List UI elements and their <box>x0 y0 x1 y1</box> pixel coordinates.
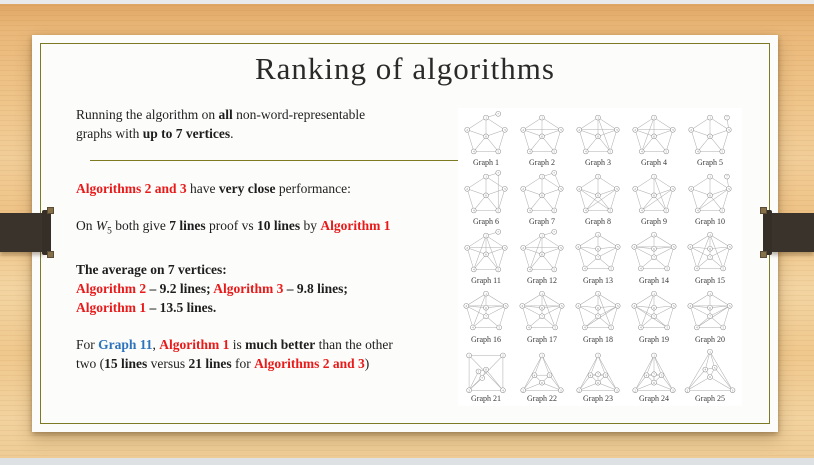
left-clip <box>0 213 44 252</box>
graph-thumbnail-21 <box>458 345 514 404</box>
svg-text:4: 4 <box>640 266 642 271</box>
svg-text:7: 7 <box>597 372 599 377</box>
svg-text:1: 1 <box>653 232 655 237</box>
svg-text:6: 6 <box>541 305 543 310</box>
graph-thumbnail-7 <box>514 168 570 227</box>
svg-text:6: 6 <box>653 380 655 385</box>
svg-text:5: 5 <box>665 149 668 154</box>
graph-thumbnail-10 <box>682 168 738 227</box>
svg-text:2: 2 <box>522 127 524 132</box>
svg-text:6: 6 <box>709 305 711 310</box>
graph-label: Graph 23 <box>583 394 613 403</box>
graph-label: Graph 13 <box>583 276 613 285</box>
svg-text:5: 5 <box>497 149 500 154</box>
left-clip-grip <box>42 210 51 255</box>
svg-text:1: 1 <box>597 174 599 179</box>
svg-text:6: 6 <box>485 193 487 198</box>
svg-text:7: 7 <box>653 372 655 377</box>
svg-text:3: 3 <box>731 388 734 393</box>
svg-text:4: 4 <box>704 367 707 372</box>
svg-text:1: 1 <box>541 353 543 358</box>
svg-text:2: 2 <box>690 186 692 191</box>
svg-text:6: 6 <box>653 134 655 139</box>
svg-text:4: 4 <box>472 149 475 154</box>
svg-text:3: 3 <box>560 388 562 393</box>
paragraph: Algorithms 2 and 3 have very close performance: <box>76 181 351 196</box>
svg-text:5: 5 <box>548 373 551 378</box>
svg-text:3: 3 <box>616 303 619 308</box>
svg-text:5: 5 <box>497 267 500 272</box>
svg-text:3: 3 <box>672 303 675 308</box>
svg-text:3: 3 <box>504 303 507 308</box>
svg-text:4: 4 <box>696 266 698 271</box>
svg-text:7: 7 <box>709 255 711 260</box>
svg-text:1: 1 <box>709 349 711 354</box>
svg-text:7: 7 <box>726 115 728 120</box>
svg-text:1: 1 <box>709 232 711 237</box>
svg-text:2: 2 <box>633 303 636 308</box>
svg-text:6: 6 <box>541 134 543 139</box>
svg-text:1: 1 <box>541 174 543 179</box>
svg-text:5: 5 <box>609 149 612 154</box>
svg-text:5: 5 <box>721 208 724 213</box>
svg-text:3: 3 <box>616 127 618 132</box>
svg-text:5: 5 <box>610 325 612 330</box>
graph-label: Graph 19 <box>639 335 669 344</box>
svg-text:3: 3 <box>468 388 470 393</box>
graph-label: Graph 6 <box>473 217 499 226</box>
svg-text:7: 7 <box>709 314 711 319</box>
top-gray-strip <box>0 0 814 4</box>
left-clip-knob-bottom <box>47 251 54 258</box>
svg-text:2: 2 <box>689 303 692 308</box>
svg-text:5: 5 <box>554 325 556 330</box>
svg-text:1: 1 <box>485 115 487 120</box>
svg-text:3: 3 <box>560 186 562 191</box>
svg-text:6: 6 <box>597 134 599 139</box>
svg-text:3: 3 <box>504 186 506 191</box>
svg-text:1: 1 <box>709 115 711 120</box>
graph-label: Graph 12 <box>527 276 557 285</box>
svg-text:3: 3 <box>616 388 618 393</box>
svg-text:5: 5 <box>553 149 556 154</box>
graph-label: Graph 24 <box>639 394 669 403</box>
svg-text:2: 2 <box>634 388 636 393</box>
graph-label: Graph 8 <box>585 217 611 226</box>
svg-text:1: 1 <box>485 291 487 296</box>
svg-text:6: 6 <box>485 134 487 139</box>
right-clip-grip <box>763 210 772 255</box>
graph-thumbnail-12 <box>514 227 570 286</box>
svg-text:2: 2 <box>522 388 524 393</box>
svg-text:3: 3 <box>616 244 619 249</box>
svg-text:3: 3 <box>504 245 506 250</box>
right-clip-knob-bottom <box>760 251 767 258</box>
svg-text:3: 3 <box>672 388 674 393</box>
svg-text:4: 4 <box>528 208 531 213</box>
svg-text:5: 5 <box>609 208 612 213</box>
svg-text:1: 1 <box>541 115 543 120</box>
graph-thumbnail-16 <box>458 286 514 345</box>
graph-label: Graph 15 <box>695 276 725 285</box>
svg-text:6: 6 <box>597 246 599 251</box>
svg-text:7: 7 <box>497 111 500 116</box>
graph-thumbnail-20 <box>682 286 738 345</box>
svg-text:4: 4 <box>696 208 699 213</box>
paragraph: For Graph 11, Algorithm 1 is much better than the other two (15 lines versus 21 lines for Algorithms 2 and 3) <box>76 336 393 371</box>
svg-text:2: 2 <box>522 186 524 191</box>
svg-text:4: 4 <box>472 325 474 330</box>
svg-text:1: 1 <box>468 353 470 358</box>
graph-thumbnail-15 <box>682 227 738 286</box>
svg-text:4: 4 <box>472 208 475 213</box>
svg-text:6: 6 <box>653 193 655 198</box>
svg-text:3: 3 <box>728 244 731 249</box>
svg-text:4: 4 <box>645 373 648 378</box>
graph-thumbnail-2 <box>514 109 570 168</box>
svg-text:4: 4 <box>472 267 475 272</box>
svg-text:2: 2 <box>577 244 580 249</box>
graph-label: Graph 16 <box>471 335 501 344</box>
graph-thumbnail-9 <box>626 168 682 227</box>
svg-text:2: 2 <box>502 353 504 358</box>
graph-thumbnail-8 <box>570 168 626 227</box>
svg-text:4: 4 <box>584 149 587 154</box>
svg-text:4: 4 <box>528 149 531 154</box>
svg-text:4: 4 <box>640 325 642 330</box>
svg-text:7: 7 <box>541 314 543 319</box>
svg-text:2: 2 <box>634 127 636 132</box>
svg-text:5: 5 <box>610 266 612 271</box>
svg-text:5: 5 <box>666 325 668 330</box>
svg-text:1: 1 <box>541 233 543 238</box>
svg-text:6: 6 <box>709 375 711 380</box>
svg-text:2: 2 <box>466 186 468 191</box>
svg-text:5: 5 <box>713 365 716 370</box>
graph-label: Graph 18 <box>583 335 613 344</box>
graph-thumbnail-3 <box>570 109 626 168</box>
svg-text:3: 3 <box>560 127 562 132</box>
svg-text:3: 3 <box>728 127 730 132</box>
svg-text:6: 6 <box>709 193 711 198</box>
svg-text:5: 5 <box>477 369 480 374</box>
svg-text:7: 7 <box>497 170 500 175</box>
svg-text:4: 4 <box>528 325 530 330</box>
presentation-slide <box>32 35 778 432</box>
svg-text:1: 1 <box>485 174 487 179</box>
left-clip-knob-top <box>47 207 54 214</box>
paragraph: The average on 7 vertices: Algorithm 2 – 9.2 lines; Algorithm 3 – 9.8 lines; Algorithm 1 – 13.5 lines. <box>76 261 348 315</box>
svg-text:5: 5 <box>553 208 556 213</box>
svg-text:4: 4 <box>640 149 643 154</box>
graph-thumbnail-23 <box>570 345 626 404</box>
svg-text:2: 2 <box>690 127 692 132</box>
graph-thumbnail-1 <box>458 109 514 168</box>
graph-grid <box>458 108 742 406</box>
graph-thumbnail-4 <box>626 109 682 168</box>
svg-text:1: 1 <box>597 353 599 358</box>
svg-text:1: 1 <box>709 291 711 296</box>
right-clip <box>770 213 814 252</box>
svg-text:2: 2 <box>521 303 524 308</box>
svg-text:6: 6 <box>485 252 487 257</box>
graph-thumbnail-25 <box>682 345 738 404</box>
right-clip-knob-top <box>760 207 767 214</box>
svg-text:4: 4 <box>584 208 587 213</box>
svg-text:5: 5 <box>722 266 724 271</box>
svg-text:7: 7 <box>653 314 655 319</box>
svg-text:6: 6 <box>541 380 543 385</box>
graph-label: Graph 17 <box>527 335 557 344</box>
svg-text:7: 7 <box>485 314 487 319</box>
svg-text:1: 1 <box>653 353 655 358</box>
graph-thumbnail-19 <box>626 286 682 345</box>
graph-label: Graph 5 <box>697 158 723 167</box>
svg-text:6: 6 <box>541 193 543 198</box>
svg-text:6: 6 <box>709 134 711 139</box>
svg-text:7: 7 <box>481 376 484 381</box>
svg-text:2: 2 <box>578 388 580 393</box>
svg-text:4: 4 <box>696 149 699 154</box>
svg-text:1: 1 <box>485 233 487 238</box>
graph-label: Graph 9 <box>641 217 667 226</box>
svg-text:2: 2 <box>522 245 524 250</box>
svg-text:2: 2 <box>689 244 692 249</box>
svg-text:1: 1 <box>653 174 655 179</box>
svg-text:4: 4 <box>533 373 536 378</box>
svg-text:6: 6 <box>709 246 711 251</box>
svg-text:4: 4 <box>584 266 586 271</box>
graph-label: Graph 2 <box>529 158 555 167</box>
svg-text:5: 5 <box>604 373 607 378</box>
svg-text:5: 5 <box>498 325 500 330</box>
svg-text:5: 5 <box>497 208 500 213</box>
svg-text:5: 5 <box>666 266 668 271</box>
graph-label: Graph 20 <box>695 335 725 344</box>
svg-text:7: 7 <box>553 229 556 234</box>
svg-text:7: 7 <box>497 229 500 234</box>
svg-text:4: 4 <box>528 267 531 272</box>
svg-text:2: 2 <box>633 244 636 249</box>
svg-text:3: 3 <box>672 127 674 132</box>
svg-text:4: 4 <box>640 208 643 213</box>
svg-text:6: 6 <box>541 252 543 257</box>
svg-text:4: 4 <box>589 373 592 378</box>
svg-text:4: 4 <box>502 388 504 393</box>
svg-text:4: 4 <box>696 325 698 330</box>
svg-text:3: 3 <box>504 127 506 132</box>
graph-label: Graph 14 <box>639 276 669 285</box>
svg-text:6: 6 <box>597 193 599 198</box>
svg-text:3: 3 <box>672 244 675 249</box>
graph-thumbnail-24 <box>626 345 682 404</box>
svg-text:5: 5 <box>553 267 556 272</box>
graph-thumbnail-14 <box>626 227 682 286</box>
graph-thumbnail-6 <box>458 168 514 227</box>
svg-text:2: 2 <box>466 245 468 250</box>
svg-text:5: 5 <box>722 325 724 330</box>
paragraph: Running the algorithm on all non-word-representable graphs with up to 7 vertices. <box>76 107 366 141</box>
graph-thumbnail-18 <box>570 286 626 345</box>
svg-text:2: 2 <box>466 127 468 132</box>
graph-label: Graph 7 <box>529 217 555 226</box>
svg-text:5: 5 <box>660 373 663 378</box>
graph-thumbnail-5 <box>682 109 738 168</box>
graph-thumbnail-11 <box>458 227 514 286</box>
svg-text:1: 1 <box>653 291 655 296</box>
svg-text:7: 7 <box>726 174 728 179</box>
svg-text:6: 6 <box>597 305 599 310</box>
graph-label: Graph 21 <box>471 394 501 403</box>
graph-label: Graph 25 <box>695 394 725 403</box>
svg-text:6: 6 <box>653 246 655 251</box>
svg-text:4: 4 <box>584 325 586 330</box>
svg-text:1: 1 <box>541 291 543 296</box>
svg-text:7: 7 <box>553 170 556 175</box>
svg-text:7: 7 <box>653 255 655 260</box>
svg-text:2: 2 <box>634 186 636 191</box>
graph-label: Graph 10 <box>695 217 725 226</box>
svg-text:6: 6 <box>653 305 655 310</box>
graph-label: Graph 22 <box>527 394 557 403</box>
svg-text:1: 1 <box>597 115 599 120</box>
svg-text:3: 3 <box>616 186 618 191</box>
svg-text:2: 2 <box>686 388 689 393</box>
separator-line <box>90 160 458 161</box>
slide-body-text <box>76 105 458 373</box>
svg-text:5: 5 <box>721 149 724 154</box>
svg-text:2: 2 <box>578 127 580 132</box>
graph-label: Graph 1 <box>473 158 499 167</box>
svg-text:3: 3 <box>560 303 563 308</box>
svg-text:7: 7 <box>597 314 599 319</box>
svg-text:1: 1 <box>709 174 711 179</box>
svg-text:6: 6 <box>485 367 487 372</box>
graph-label: Graph 4 <box>641 158 667 167</box>
bottom-gray-strip <box>0 458 814 465</box>
svg-text:6: 6 <box>597 380 599 385</box>
svg-text:2: 2 <box>578 186 580 191</box>
graph-thumbnail-22 <box>514 345 570 404</box>
graph-thumbnail-17 <box>514 286 570 345</box>
graph-label: Graph 11 <box>471 276 501 285</box>
svg-text:7: 7 <box>597 255 599 260</box>
svg-text:1: 1 <box>653 115 655 120</box>
graph-thumbnail-13 <box>570 227 626 286</box>
paragraph: On $W_5$ both give 7 lines proof vs 10 lines by Algorithm 1 <box>76 218 391 237</box>
svg-text:6: 6 <box>485 305 487 310</box>
svg-text:5: 5 <box>665 208 668 213</box>
svg-text:2: 2 <box>465 303 468 308</box>
svg-text:1: 1 <box>597 232 599 237</box>
slide-title: Ranking of algorithms <box>255 51 555 86</box>
svg-text:3: 3 <box>728 186 730 191</box>
svg-text:1: 1 <box>597 291 599 296</box>
graph-label: Graph 3 <box>585 158 611 167</box>
svg-text:3: 3 <box>728 303 731 308</box>
svg-text:2: 2 <box>577 303 580 308</box>
svg-text:3: 3 <box>560 245 562 250</box>
svg-text:3: 3 <box>672 186 674 191</box>
